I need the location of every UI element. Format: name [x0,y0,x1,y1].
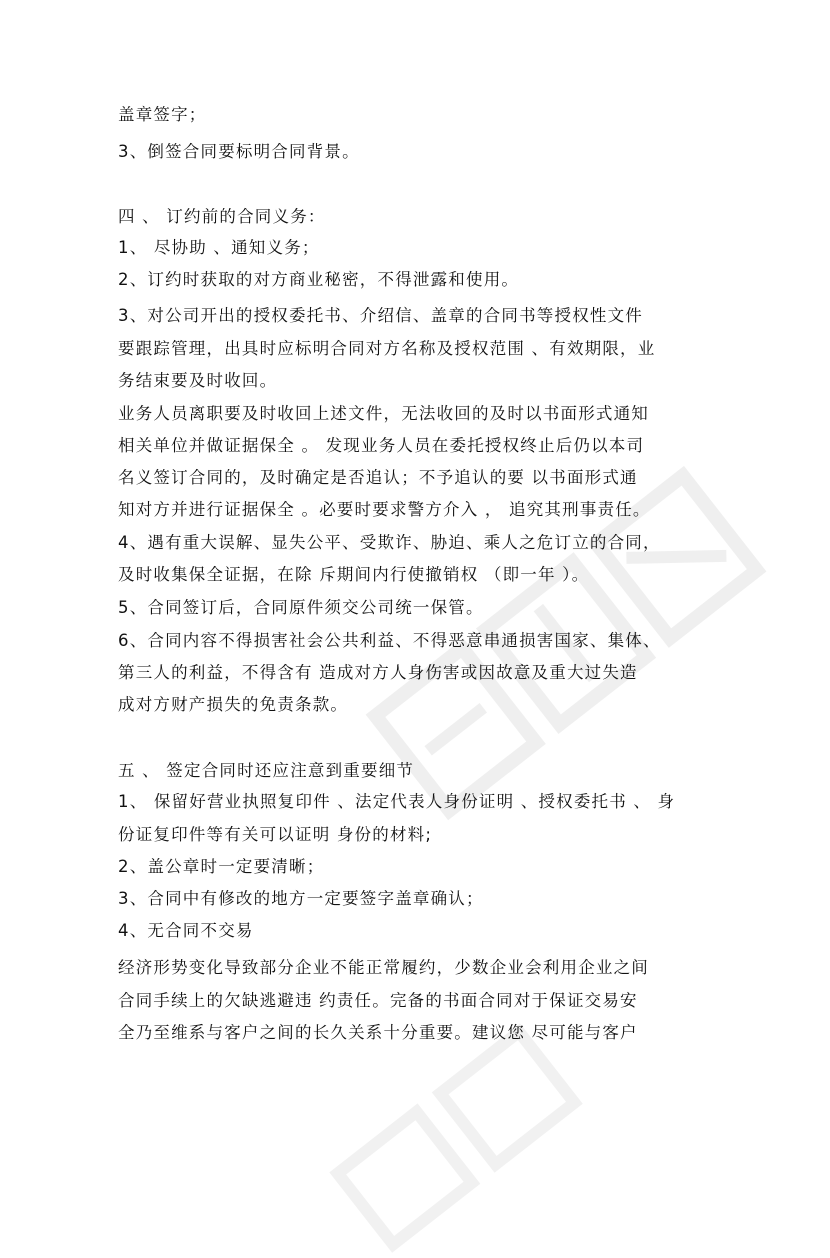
text-line: 2、盖公章时一定要清晰； [118,857,325,876]
text-line: 4、无合同不交易 [118,921,254,940]
text-line: 1、 尽协助 、通知义务； [118,238,320,257]
text-line: 经济形势变化导致部分企业不能正常履约，少数企业会利用企业之间 [118,958,649,977]
text-line: 要跟踪管理，出具时应标明合同对方名称及授权范围 、有效期限，业 [118,339,656,358]
text-line: 6、合同内容不得损害社会公共利益、不得恶意串通损害国家、集体、 [118,631,661,650]
text-line: 1、 保留好营业执照复印件 、法定代表人身份证明 、授权委托书 、 身 [118,792,676,811]
text-line: 务结束要及时收回。 [118,371,278,390]
text-line: 3、倒签合同要标明合同背景。 [118,142,360,161]
text-line: 3、对公司开出的授权委托书、介绍信、盖章的合同书等授权性文件 [118,306,643,325]
text-line: 2、订约时获取的对方商业秘密，不得泄露和使用。 [118,270,520,289]
text-line: 份证复印件等有关可以证明 身份的材料; [118,825,433,844]
watermark-logo-lower [324,1012,597,1258]
text-line: 第三人的利益，不得含有 造成对方人身伤害或因故意及重大过失造 [118,663,638,682]
section-heading: 五 、 签定合同时还应注意到重要细节 [118,761,415,780]
text-line: 3、合同中有修改的地方一定要签字盖章确认； [118,889,484,908]
text-line: 业务人员离职要及时收回上述文件，无法收回的及时以书面形式通知 [118,404,649,423]
text-line: 名义签订合同的，及时确定是否追认；不予追认的要 以书面形式通 [118,468,638,487]
text-line: 5、合同签订后，合同原件须交公司统一保管。 [118,598,484,617]
text-line: 全乃至维系与客户之间的长久关系十分重要。建议您 尽可能与客户 [118,1023,638,1042]
text-line: 相关单位并做证据保全 。 发现业务人员在委托授权终止后仍以本司 [118,436,645,455]
text-line: 知对方并进行证据保全 。必要时要求警方介入 ， 追究其刑事责任。 [118,500,651,519]
text-line: 合同手续上的欠缺逃避违 约责任。完备的书面合同对于保证交易安 [118,991,638,1010]
section-heading: 四 、 订约前的合同义务： [118,207,326,226]
text-line: 4、遇有重大误解、显失公平、受欺诈、胁迫、乘人之危订立的合同， [118,533,661,552]
text-line: 盖章签字； [118,105,207,124]
text-line: 成对方财产损失的免责条款。 [118,695,349,714]
text-line: 及时收集保全证据，在除 斥期间内行使撤销权 （即一年 ）。 [118,565,590,584]
